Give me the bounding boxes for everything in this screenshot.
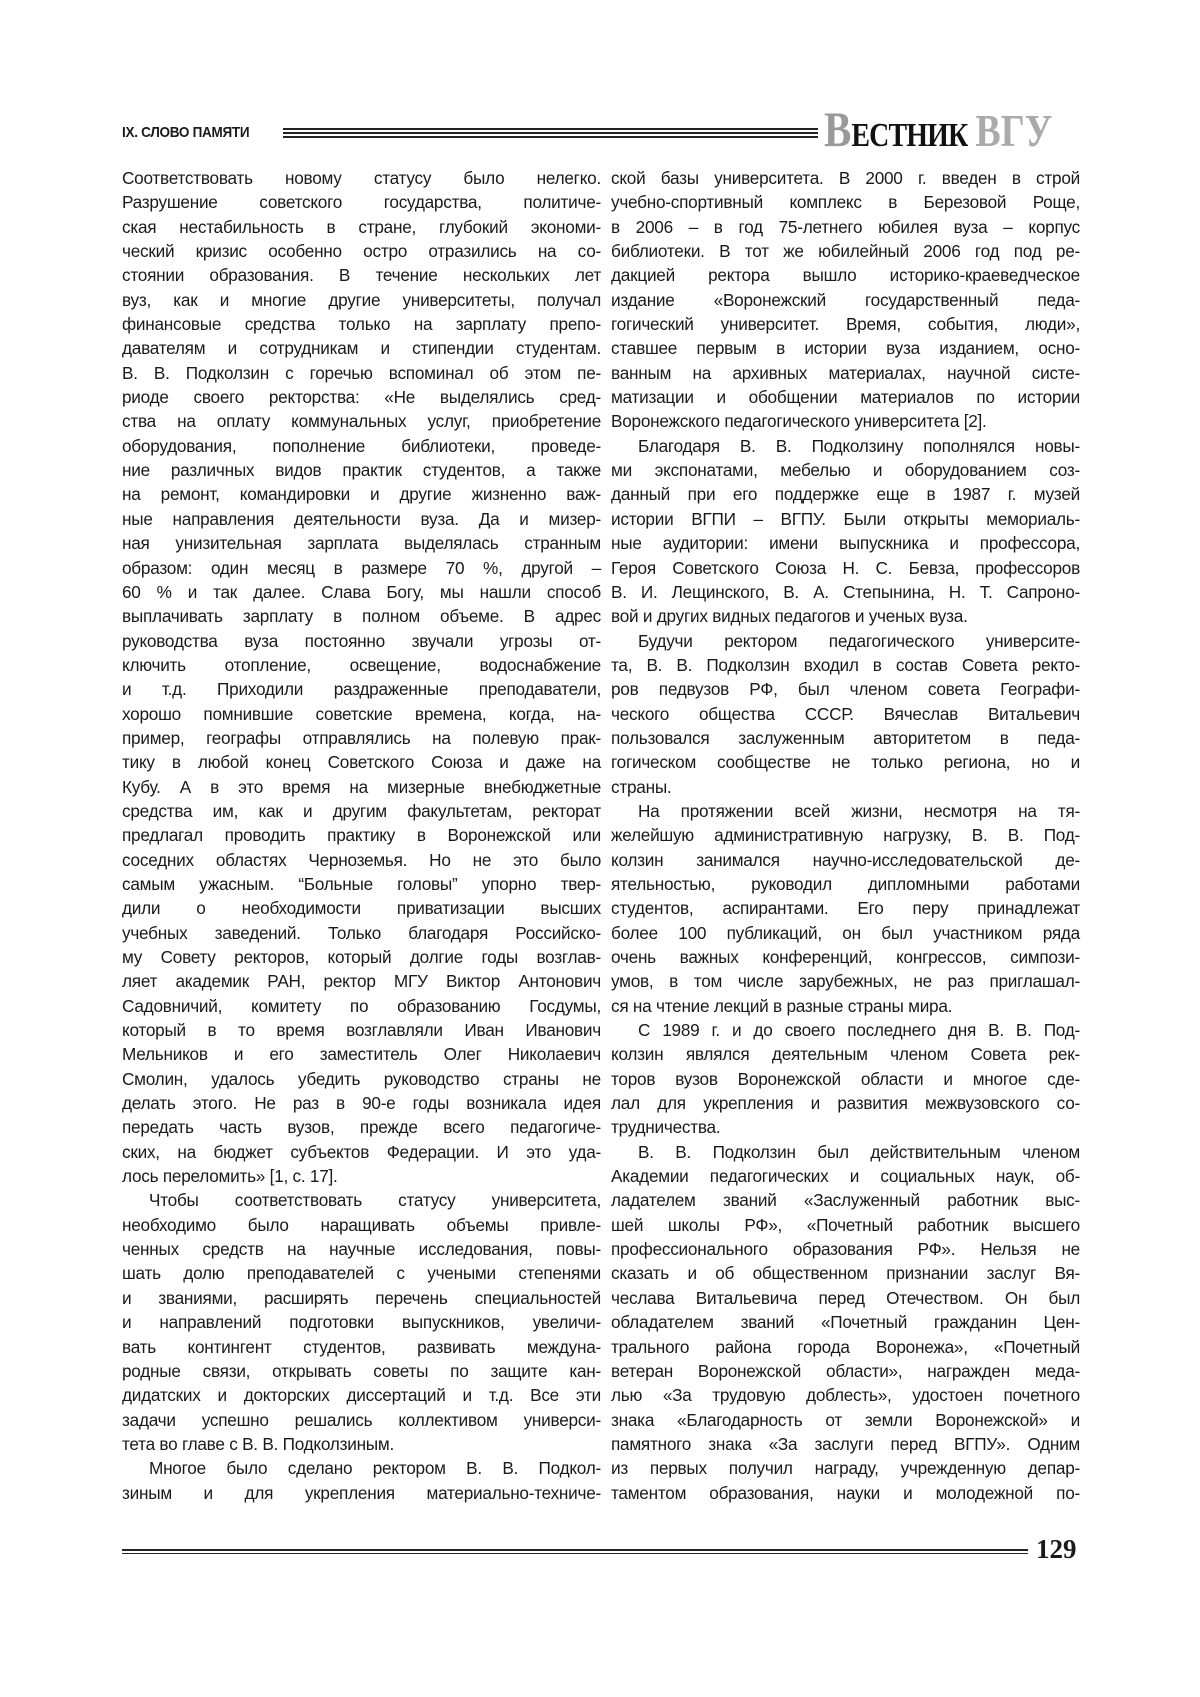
text-line: соседних областях Черноземья. Но не это было <box>122 848 601 872</box>
text-line: ладателем званий «Заслуженный работник выс- <box>611 1188 1080 1212</box>
text-line: В. В. Подколзин с горечью вспоминал об этом пе- <box>122 361 601 385</box>
text-line: желейшую административную нагрузку, В. В. Под- <box>611 823 1080 847</box>
text-line: Воронежского педагогического университета [2]. <box>611 409 1080 433</box>
text-line: вой и других видных педагогов и ученых вуза. <box>611 604 1080 628</box>
text-line: умов, в том числе зарубежных, не раз приглашал- <box>611 969 1080 993</box>
page-number: 129 <box>1036 1534 1077 1565</box>
text-line: лал для укрепления и развития межвузовского со- <box>611 1091 1080 1115</box>
text-line: Соответствовать новому статусу было нелегко. <box>122 166 601 190</box>
text-line: давателям и сотрудникам и стипендии студентам. <box>122 336 601 360</box>
text-line: В. И. Лещинского, В. А. Степынина, Н. Т. Сапроно- <box>611 580 1080 604</box>
text-line: выплачивать зарплату в полном объеме. В адрес <box>122 604 601 628</box>
text-line: ние различных видов практик студентов, а также <box>122 458 601 482</box>
text-line: В. В. Подколзин был действительным членом <box>611 1140 1080 1164</box>
text-line: ченных средств на научные исследования, повы- <box>122 1237 601 1261</box>
text-line: дидатских и докторских диссертаций и т.д. Все эти <box>122 1383 601 1407</box>
text-line: гогическом сообществе не только региона, но и <box>611 750 1080 774</box>
left-column <box>122 166 601 1505</box>
text-line: вуз, как и многие другие университеты, получал <box>122 288 601 312</box>
text-line: Будучи ректором педагогического университе- <box>611 629 1080 653</box>
text-line: ми экспонатами, мебелью и оборудованием соз- <box>611 458 1080 482</box>
text-line: колзин являлся деятельным членом Совета рек- <box>611 1042 1080 1066</box>
text-line: хорошо помнившие советские времена, когда, на- <box>122 702 601 726</box>
text-line: самым ужасным. “Больные головы” упорно твер- <box>122 872 601 896</box>
text-line: ные направления деятельности вуза. Да и мизер- <box>122 507 601 531</box>
text-line: ятельностью, руководил дипломными работами <box>611 872 1080 896</box>
text-line: ветеран Воронежской области», награжден меда- <box>611 1359 1080 1383</box>
text-line: Многое было сделано ректором В. В. Подкол- <box>122 1456 601 1480</box>
text-line: профессионального образования РФ». Нельзя не <box>611 1237 1080 1261</box>
text-line: и т.д. Приходили раздраженные преподаватели, <box>122 677 601 701</box>
text-line: На протяжении всей жизни, несмотря на тя- <box>611 799 1080 823</box>
text-line: передать часть вузов, прежде всего педагогиче- <box>122 1115 601 1139</box>
journal-logo <box>824 100 1052 158</box>
text-line: Мельников и его заместитель Олег Николаевич <box>122 1042 601 1066</box>
logo-word: ЕСТНИК <box>851 117 967 154</box>
section-title: IX. СЛОВО ПАМЯТИ <box>122 124 249 141</box>
text-line: Смолин, удалось убедить руководство страны не <box>122 1067 601 1091</box>
text-line: памятного знака «За заслуги перед ВГПУ». Одним <box>611 1432 1080 1456</box>
text-line: ключить отопление, освещение, водоснабжение <box>122 653 601 677</box>
text-line: тета во главе с В. В. Подколзиным. <box>122 1432 601 1456</box>
text-line: руководства вуза постоянно звучали угрозы от- <box>122 629 601 653</box>
text-line: Чтобы соответствовать статусу университета, <box>122 1188 601 1212</box>
text-line: Садовничий, комитету по образованию Госдумы, <box>122 994 601 1018</box>
text-line: ляет академик РАН, ректор МГУ Виктор Антонович <box>122 969 601 993</box>
text-line: библиотеки. В тот же юбилейный 2006 год под ре- <box>611 239 1080 263</box>
text-line: данный при его поддержке еще в 1987 г. музей <box>611 482 1080 506</box>
text-line: трудничества. <box>611 1115 1080 1139</box>
text-line: ской базы университета. В 2000 г. введен в строй <box>611 166 1080 190</box>
text-line: пример, географы отправлялись на полевую прак- <box>122 726 601 750</box>
text-line: учебных заведений. Только благодаря Российско- <box>122 921 601 945</box>
text-line: зиным и для укрепления материально-техниче- <box>122 1481 601 1505</box>
text-line: вать контингент студентов, развивать междуна- <box>122 1335 601 1359</box>
text-line: родные связи, открывать советы по защите кан- <box>122 1359 601 1383</box>
text-line: знака «Благодарность от земли Воронежской» и <box>611 1408 1080 1432</box>
text-line: ся на чтение лекций в разные страны мира. <box>611 994 1080 1018</box>
text-line: в 2006 – в год 75-летнего юбилея вуза – корпус <box>611 215 1080 239</box>
text-line: стоянии образования. В течение нескольких лет <box>122 263 601 287</box>
text-line: тику в любой конец Советского Союза и даже на <box>122 750 601 774</box>
text-line: ставшее первым в истории вуза изданием, осно- <box>611 336 1080 360</box>
text-line: та, В. В. Подколзин входил в состав Совета ректо- <box>611 653 1080 677</box>
text-line: 60 % и так далее. Слава Богу, мы нашли способ <box>122 580 601 604</box>
text-line: ческий кризис особенно остро отразились на со- <box>122 239 601 263</box>
text-line: на ремонт, командировки и другие жизненно важ- <box>122 482 601 506</box>
text-line: торов вузов Воронежской области и многое сде- <box>611 1067 1080 1091</box>
text-line: му Совету ректоров, который долгие годы возглав- <box>122 945 601 969</box>
logo-suffix: ВГУ <box>976 105 1053 156</box>
right-column <box>611 166 1080 1505</box>
text-line: дакцией ректора вышло историко-краеведческое <box>611 263 1080 287</box>
text-line: который в то время возглавляли Иван Иванович <box>122 1018 601 1042</box>
text-line: предлагал проводить практику в Воронежской или <box>122 823 601 847</box>
text-line: таментом образования, науки и молодежной по- <box>611 1481 1080 1505</box>
text-line: Кубу. А в это время на мизерные внебюджетные <box>122 775 601 799</box>
header-rule <box>283 128 818 138</box>
text-line: обладателем званий «Почетный гражданин Цен- <box>611 1310 1080 1334</box>
text-line: оборудования, пополнение библиотеки, проведе- <box>122 434 601 458</box>
text-line: ров педвузов РФ, был членом совета Географи- <box>611 677 1080 701</box>
text-line: колзин занимался научно-исследовательской де- <box>611 848 1080 872</box>
text-line: риоде своего ректорства: «Не выделялись сред- <box>122 385 601 409</box>
text-line: чеслава Витальевича перед Отечеством. Он был <box>611 1286 1080 1310</box>
text-line: необходимо было наращивать объемы привле- <box>122 1213 601 1237</box>
text-line: ванным на архивных материалах, научной систе- <box>611 361 1080 385</box>
text-line: образом: один месяц в размере 70 %, другой – <box>122 556 601 580</box>
text-line: ческого общества СССР. Вячеслав Витальевич <box>611 702 1080 726</box>
text-line: ная унизительная зарплата выделялась странным <box>122 531 601 555</box>
text-line: лось переломить» [1, с. 17]. <box>122 1164 601 1188</box>
text-line: Разрушение советского государства, политиче- <box>122 190 601 214</box>
text-line: Академии педагогических и социальных наук, об- <box>611 1164 1080 1188</box>
text-line: трального района города Воронежа», «Почетный <box>611 1335 1080 1359</box>
text-line: шать долю преподавателей с учеными степенями <box>122 1261 601 1285</box>
text-line: страны. <box>611 775 1080 799</box>
text-line: шей школы РФ», «Почетный работник высшего <box>611 1213 1080 1237</box>
text-line: ская нестабильность в стране, глубокий экономи- <box>122 215 601 239</box>
text-line: ные аудитории: имени выпускника и профессора, <box>611 531 1080 555</box>
text-line: издание «Воронежский государственный педа- <box>611 288 1080 312</box>
text-line: Героя Советского Союза Н. С. Бевза, профессоров <box>611 556 1080 580</box>
text-line: средства им, как и другим факультетам, ректорат <box>122 799 601 823</box>
text-line: учебно-спортивный комплекс в Березовой Роще, <box>611 190 1080 214</box>
footer-rule <box>122 1549 1028 1554</box>
text-line: из первых получил награду, учрежденную депар- <box>611 1456 1080 1480</box>
text-line: и званиями, расширять перечень специальностей <box>122 1286 601 1310</box>
text-line: ства на оплату коммунальных услуг, приобретение <box>122 409 601 433</box>
text-line: ских, на бюджет субъектов Федерации. И это уда- <box>122 1140 601 1164</box>
text-line: дили о необходимости приватизации высших <box>122 896 601 920</box>
text-line: студентов, аспирантами. Его перу принадлежат <box>611 896 1080 920</box>
text-line: Благодаря В. В. Подколзину пополнялся новы- <box>611 434 1080 458</box>
text-line: пользовался заслуженным авторитетом в педа- <box>611 726 1080 750</box>
text-line: С 1989 г. и до своего последнего дня В. В. Под- <box>611 1018 1080 1042</box>
text-line: матизации и обобщении материалов по истории <box>611 385 1080 409</box>
text-line: финансовые средства только на зарплату препо- <box>122 312 601 336</box>
text-line: лью «За трудовую доблесть», удостоен почетного <box>611 1383 1080 1407</box>
text-line: сказать и об общественном признании заслуг Вя- <box>611 1261 1080 1285</box>
text-line: истории ВГПИ – ВГПУ. Были открыты мемориаль- <box>611 507 1080 531</box>
text-line: очень важных конференций, конгрессов, симпози- <box>611 945 1080 969</box>
text-line: более 100 публикаций, он был участником ряда <box>611 921 1080 945</box>
text-line: задачи успешно решались коллективом универси- <box>122 1408 601 1432</box>
logo-initial: В <box>824 101 851 157</box>
text-line: и направлений подготовки выпускников, увеличи- <box>122 1310 601 1334</box>
text-line: гогический университет. Время, события, люди», <box>611 312 1080 336</box>
text-line: делать этого. Не раз в 90-е годы возникала идея <box>122 1091 601 1115</box>
